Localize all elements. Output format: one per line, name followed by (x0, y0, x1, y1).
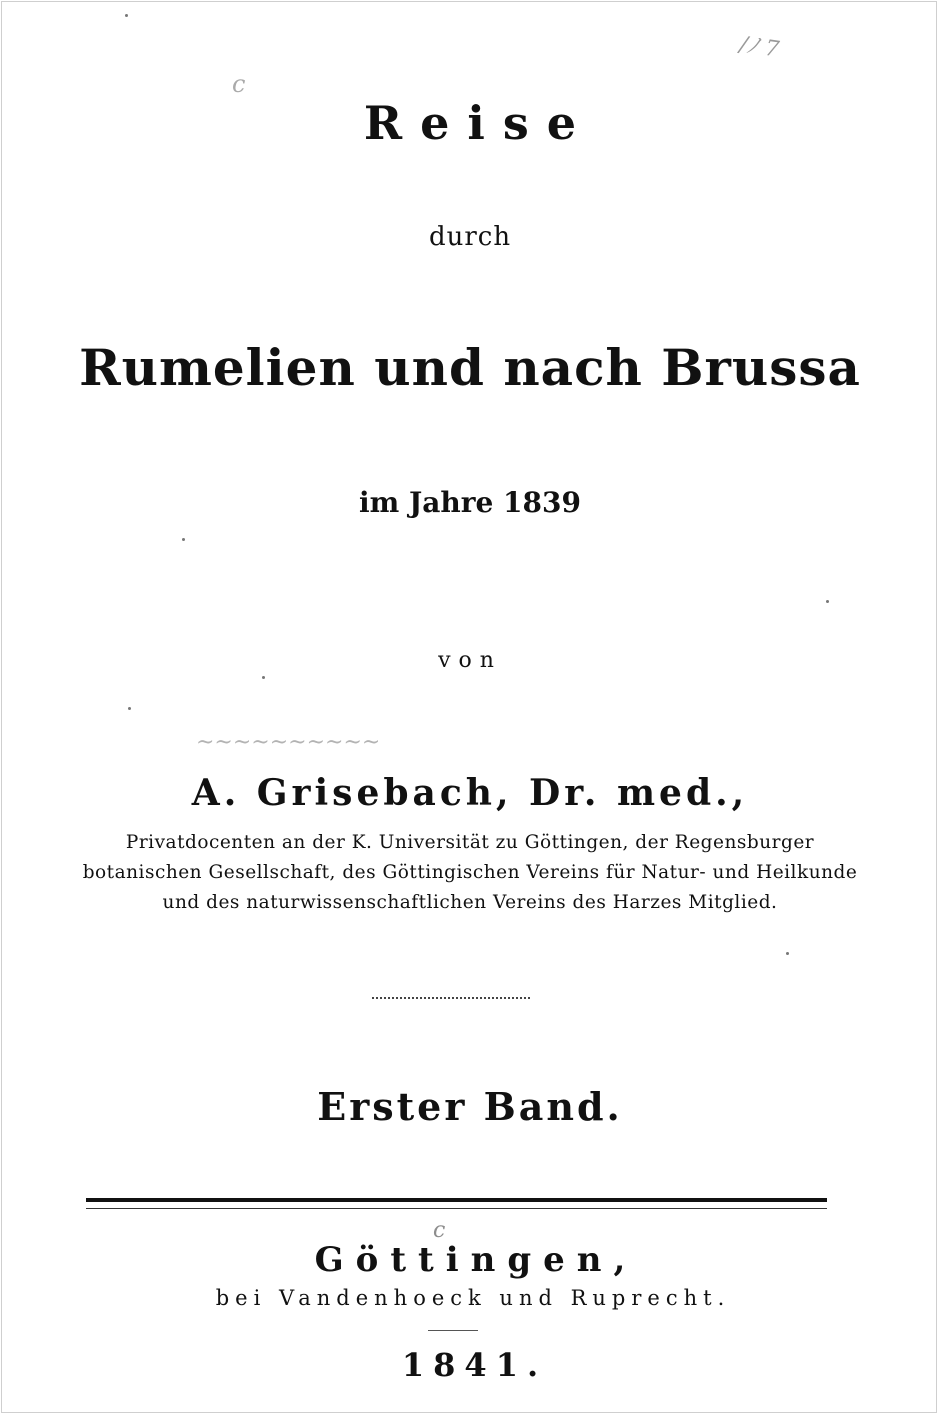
pencil-signature: ~~~~~~~~~~ (196, 730, 381, 755)
affiliation-line: Privatdocenten an der K. Universität zu Göttingen, der Regensburger (125, 832, 815, 853)
section-divider (372, 997, 530, 999)
imprint-divider (428, 1330, 478, 1331)
publisher-line: bei Vandenhoeck und Ruprecht. (215, 1286, 731, 1310)
subtitle: Rumelien und nach Brussa (79, 338, 861, 397)
paper-speck (786, 952, 789, 955)
paper-speck (128, 707, 131, 710)
affiliation-line: und des naturwissenschaftlichen Vereins des Harzes Mitglied. (162, 892, 778, 913)
imprint-rule-thin (86, 1208, 827, 1209)
affiliation-line: botanischen Gesellschaft, des Göttingischen Vereins für Natur- und Heilkunde (82, 862, 858, 883)
author-name: A. Grisebach, Dr. med., (191, 772, 749, 814)
imprint-rule-thick (86, 1198, 827, 1202)
paper-speck (182, 538, 185, 541)
volume-label: Erster Band. (317, 1084, 623, 1129)
pencil-shelfmark: /ﾉ 7 (738, 32, 781, 63)
by-word: von (438, 648, 502, 673)
publication-place: Göttingen, (314, 1240, 638, 1280)
pencil-mark-top: c (232, 70, 246, 98)
pencil-mark-bottom: c (433, 1218, 446, 1243)
year-line: im Jahre 1839 (358, 486, 581, 519)
main-title: Reise (363, 96, 595, 150)
paper-speck (262, 676, 265, 679)
paper-speck (125, 14, 128, 17)
publication-date: 1841. (401, 1346, 548, 1384)
paper-speck (826, 600, 829, 603)
connector-word: durch (428, 222, 512, 252)
